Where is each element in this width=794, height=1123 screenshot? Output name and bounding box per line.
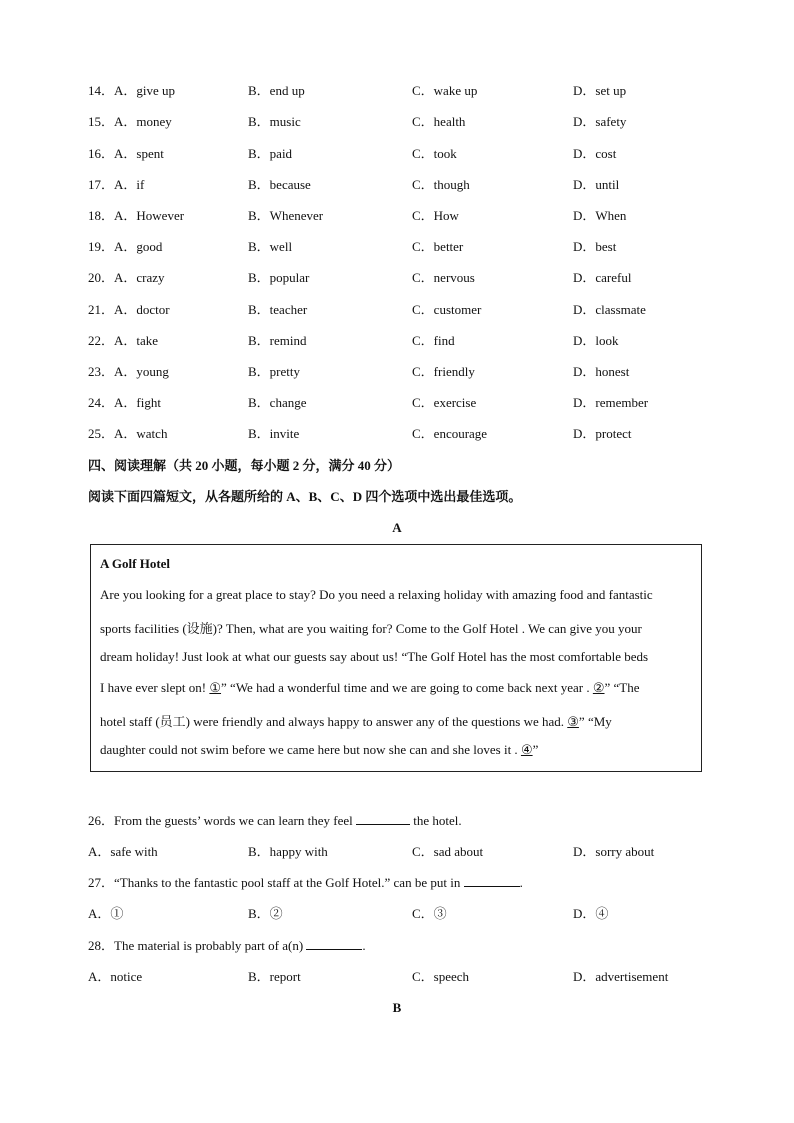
option-d: D．advertisement bbox=[573, 969, 669, 984]
option-d: D．careful bbox=[573, 270, 632, 285]
option-b: B．well bbox=[248, 239, 293, 254]
option-d: D．set up bbox=[573, 83, 627, 98]
passage-line: Are you looking for a great place to stay? Do you need a relaxing holiday with amazing food and fantastic bbox=[100, 587, 653, 602]
part-b-label: B bbox=[392, 1000, 402, 1015]
option-a: 16．A．spent bbox=[88, 146, 164, 161]
answer-blank bbox=[464, 874, 520, 887]
option-c: C．nervous bbox=[412, 270, 475, 285]
answer-blank bbox=[356, 812, 410, 825]
option-b: B．② bbox=[248, 906, 283, 921]
option-a: 22．A．take bbox=[88, 333, 159, 348]
option-b: B．paid bbox=[248, 146, 293, 161]
option-b: B．popular bbox=[248, 270, 310, 285]
option-d: D．sorry about bbox=[573, 844, 655, 859]
option-a: 19．A．good bbox=[88, 239, 163, 254]
option-c: C．How bbox=[412, 208, 459, 223]
passage-line: sports facilities (设施)? Then, what are you waiting for? Come to the Golf Hotel . We can give you your bbox=[100, 621, 642, 636]
option-c: C．find bbox=[412, 333, 455, 348]
option-a: 24．A．fight bbox=[88, 395, 161, 410]
blank-marker-3: ③ bbox=[567, 714, 579, 729]
option-c: C．took bbox=[412, 146, 457, 161]
question-stem: 26．From the guests’ words we can learn they feel the hotel. bbox=[88, 813, 462, 828]
option-a: 23．A．young bbox=[88, 364, 169, 379]
option-b: B．invite bbox=[248, 426, 300, 441]
option-a: 20．A．crazy bbox=[88, 270, 165, 285]
option-c: C．sad about bbox=[412, 844, 484, 859]
option-a: 17．A．if bbox=[88, 177, 145, 192]
option-d: D．honest bbox=[573, 364, 630, 379]
option-d: D．until bbox=[573, 177, 620, 192]
option-b: B．remind bbox=[248, 333, 307, 348]
option-a: A．safe with bbox=[88, 844, 158, 859]
option-c: C．health bbox=[412, 114, 466, 129]
option-b: B．music bbox=[248, 114, 301, 129]
question-stem: 27．“Thanks to the fantastic pool staff at the Golf Hotel.” can be put in . bbox=[88, 875, 523, 890]
passage-line: dream holiday! Just look at what our guests say about us! “The Golf Hotel has the most comfortable beds bbox=[100, 649, 649, 664]
option-a: 15．A．money bbox=[88, 114, 172, 129]
passage-title: A Golf Hotel bbox=[100, 556, 171, 571]
answer-blank bbox=[306, 937, 362, 950]
option-d: D．safety bbox=[573, 114, 627, 129]
option-d: D．look bbox=[573, 333, 619, 348]
option-b: B．end up bbox=[248, 83, 305, 98]
option-a: 25．A．watch bbox=[88, 426, 168, 441]
option-d: D．remember bbox=[573, 395, 649, 410]
option-c: C．though bbox=[412, 177, 470, 192]
option-a: 14．A．give up bbox=[88, 83, 176, 98]
passage-line: daughter could not swim before we came here but now she can and she loves it . ④” bbox=[100, 742, 539, 757]
option-b: B．teacher bbox=[248, 302, 308, 317]
option-d: D．protect bbox=[573, 426, 632, 441]
option-d: D．classmate bbox=[573, 302, 646, 317]
blank-marker-1: ① bbox=[209, 680, 222, 695]
option-c: C．wake up bbox=[412, 83, 478, 98]
option-c: C．encourage bbox=[412, 426, 488, 441]
option-c: C．speech bbox=[412, 969, 470, 984]
option-b: B．happy with bbox=[248, 844, 328, 859]
option-c: C．friendly bbox=[412, 364, 475, 379]
passage-box bbox=[90, 544, 702, 772]
option-d: D．best bbox=[573, 239, 617, 254]
option-d: D．④ bbox=[573, 906, 609, 921]
blank-marker-2: ② bbox=[592, 680, 605, 695]
option-b: B．Whenever bbox=[248, 208, 324, 223]
part-a-label: A bbox=[392, 520, 402, 535]
option-b: B．change bbox=[248, 395, 307, 410]
passage-line: I have ever slept on! ①” “We had a wonderful time and we are going to come back next year . ②” “The bbox=[100, 680, 640, 695]
option-c: C．better bbox=[412, 239, 464, 254]
blank-marker-4: ④ bbox=[520, 742, 533, 757]
option-b: B．report bbox=[248, 969, 301, 984]
option-b: B．because bbox=[248, 177, 311, 192]
option-a: 18．A．However bbox=[88, 208, 185, 223]
option-c: C．customer bbox=[412, 302, 482, 317]
section-heading: 四、阅读理解（共 20 小题，每小题 2 分，满分 40 分） bbox=[88, 458, 401, 473]
option-b: B．pretty bbox=[248, 364, 300, 379]
passage-line: hotel staff (员工) were friendly and always happy to answer any of the questions we had. ③” “My bbox=[100, 714, 612, 729]
option-d: D．cost bbox=[573, 146, 617, 161]
question-stem: 28．The material is probably part of a(n) . bbox=[88, 938, 366, 953]
option-d: D．When bbox=[573, 208, 627, 223]
option-a: A．notice bbox=[88, 969, 143, 984]
section-instruction: 阅读下面四篇短文，从各题所给的 A、B、C、D 四个选项中选出最佳选项。 bbox=[88, 489, 522, 504]
option-a: A．① bbox=[88, 906, 124, 921]
option-c: C．③ bbox=[412, 906, 447, 921]
option-a: 21．A．doctor bbox=[88, 302, 170, 317]
option-c: C．exercise bbox=[412, 395, 477, 410]
